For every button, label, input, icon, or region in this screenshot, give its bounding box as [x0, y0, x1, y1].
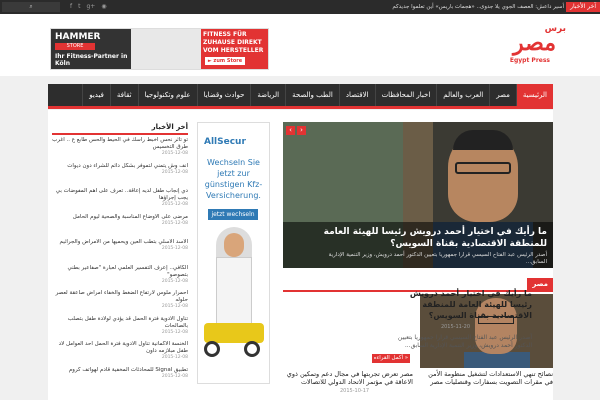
breaking-news-ticker[interactable]: أسير داعش: العصف الجوي يلا جدوى.. «هجمات باريس» أين تعلموا جديدكم [392, 4, 564, 10]
list-item[interactable] [52, 265, 188, 291]
chevron-left-icon[interactable]: ‹ [286, 126, 295, 135]
twitter-icon[interactable]: t [78, 3, 81, 10]
list-item[interactable] [52, 163, 188, 189]
featured-title[interactable]: ما رأيك في اختيار أحمد درويش رئيسا للهيئة العامة للمنطقة الاقتصادية بقناة السويس؟ [323, 227, 547, 249]
latest-item-title[interactable]: انف وش يتمني لتموفر بشكل دائم للشراء دون ديوات [67, 162, 188, 169]
section-label[interactable]: مصر [527, 278, 553, 290]
latest-item-title[interactable]: احمرار ملوس لارتفاع الضغط والخفاء أمراض صاعقة لعصر حلوله [55, 290, 188, 303]
article-title[interactable]: ما رأيك في اختيار أحمد درويش رئيسا للهيئة العامة للمنطقة الاقتصادية بقناة السويس؟ [409, 289, 532, 320]
ad-brand-panel [51, 29, 131, 69]
latest-item-date: 2015-12-08 [161, 373, 188, 379]
article-date: 2015-11-20 [440, 324, 470, 330]
featured-slider[interactable] [283, 122, 553, 268]
nav-item[interactable]: العرب والعالم [436, 84, 489, 106]
article-excerpt: أصدر الرئيس عبد الفتاح السيسي قرارا جمهوريا بتعيين الدكتور أحمد درويش، وزير التنمية الإدارية السابق... [397, 334, 532, 349]
list-item[interactable] [52, 188, 188, 214]
latest-item-date: 2015-12-08 [161, 202, 188, 207]
nav-item[interactable]: مصر [489, 84, 516, 106]
list-item[interactable] [52, 341, 188, 367]
ad-store-button[interactable]: ► zum Store [205, 57, 245, 65]
side-ad[interactable] [197, 122, 270, 384]
article-image-shirt [464, 352, 530, 368]
latest-item-title[interactable]: الكافي.. إعرف التفسير العلمي لعبارة "صفاعير بطني بتصوصو" [67, 264, 188, 278]
ad-banner[interactable] [50, 28, 269, 70]
side-ad-wheel [204, 341, 220, 357]
logo-english: Egypt Press [509, 57, 550, 64]
side-ad-button[interactable]: jetzt wechseln [208, 209, 258, 220]
small-article-title[interactable]: مصر تعرض تجربتها في مجال دعم وتمكين ذوي الاعاقة في مؤتمر الاتحاد الدولي للاتصالات [286, 370, 413, 386]
nav-item[interactable]: ثقافة [110, 84, 138, 106]
side-ad-person-face [224, 233, 244, 257]
facebook-icon[interactable]: f [70, 3, 73, 10]
featured-image-glasses [455, 162, 511, 174]
latest-item-date: 2015-12-08 [161, 304, 188, 309]
side-ad-scooter [204, 323, 264, 343]
list-item[interactable] [52, 316, 188, 342]
ad-product-image [131, 29, 201, 69]
logo-sub: برس [544, 24, 566, 34]
nav-item[interactable]: الطب والصحة [285, 84, 339, 106]
latest-item-title[interactable]: الأسد الأسلي بتطب العين ويحميها من الأمراض والجراثيم [59, 239, 188, 245]
latest-news-label: أخر الأخبار [151, 123, 188, 131]
small-article-date: 2015-10-17 [340, 388, 370, 394]
list-item[interactable] [52, 367, 188, 393]
latest-news-header [52, 122, 188, 135]
nav-item[interactable]: الرئيسية [516, 84, 553, 106]
slider-controls [286, 126, 306, 135]
side-ad-text: Wechseln Sie jetzt zur günstigen Kfz-Versicherung. [204, 158, 263, 200]
social-icons [70, 2, 107, 12]
ad-brand-sub: STORE [55, 43, 95, 50]
nav-item[interactable]: علوم وتكنولوجيا [138, 84, 197, 106]
side-ad-logo: AllSecur [204, 137, 246, 147]
main-nav [48, 84, 553, 109]
nav-item[interactable]: الرياضة [250, 84, 285, 106]
latest-item-date: 2015-12-08 [161, 151, 188, 156]
nav-item[interactable]: فيديو [82, 84, 110, 106]
side-ad-wheel [244, 341, 260, 357]
small-article-title[interactable]: نصائح تنهي الاستعدادات لتشغيل منظومة الأمن في مقرات التصويت بسفارات وقنصليات مصر [428, 370, 553, 386]
featured-excerpt: أصدر الرئيس عبد الفتاح السيسي قرارا جمهوريا بتعيين الدكتور أحمد درويش، وزير التنمية الإدارية السابق... [328, 252, 547, 265]
latest-item-date: 2015-12-08 [161, 220, 188, 226]
breaking-news-label: آخر الأخبار [566, 2, 600, 12]
latest-item-title[interactable]: دي إنجاب طفل لديه إعاقة.. تعرف على أهم المفوضات بي يجب إجراؤها [55, 188, 188, 201]
google-plus-icon[interactable]: g+ [86, 3, 96, 10]
list-item[interactable] [52, 239, 188, 265]
list-item[interactable] [52, 214, 188, 240]
ad-brand-logo: HAMMER [55, 32, 101, 42]
latest-item-title[interactable]: مرضى على الأوضاع المناسبة والصحية ليوم الحامل [72, 213, 188, 220]
read-more-button[interactable]: أكمل القراءه » [373, 355, 409, 361]
list-item[interactable] [52, 137, 188, 163]
ad-right-text: FITNESS FÜR ZUHAUSE DIREKT VOM HERSTELLER [201, 29, 268, 69]
latest-item-date: 2015-12-08 [161, 278, 188, 284]
nav-item[interactable]: الاقتصاد [339, 84, 375, 106]
ad-left-text: Ihr Fitness-Partner in Köln [55, 53, 128, 67]
chevron-right-icon[interactable]: › [297, 126, 306, 135]
latest-item-title[interactable]: تو تاثر نحس أخبط رأسك في الحيط والحس طابع ع .. أغرب طرق التخسيس [52, 137, 188, 150]
list-item[interactable] [52, 290, 188, 316]
search-input[interactable]: ⌕ [2, 2, 60, 12]
featured-image-hair [453, 130, 513, 150]
latest-item-date: 2015-12-08 [161, 246, 188, 251]
site-logo[interactable]: مصر [512, 30, 556, 56]
latest-item-date: 2015-12-08 [161, 355, 188, 360]
latest-item-date: 2015-12-08 [161, 169, 188, 175]
latest-item-title[interactable]: تناول الأدوية فترة الحمل قد يؤدي لولادة طفل بتصلب بالصالحات [67, 315, 188, 329]
latest-item-title[interactable]: تطبيق Signal للمحادثات المخفية قادم لهواتف كروم [68, 366, 188, 373]
rss-icon[interactable]: ◉ [101, 3, 107, 10]
nav-item[interactable]: حوادث وقضايا [197, 84, 251, 106]
latest-item-date: 2015-12-08 [161, 329, 188, 335]
side-ad-person [216, 227, 252, 337]
latest-item-title[interactable]: الخنسة الأكمانية تناول الأدوية فترة الحمل أحد العوامل لاد طفل مبلازمه داون [58, 341, 188, 354]
latest-news-list [52, 137, 188, 397]
nav-item[interactable]: اخبار المحافظات [375, 84, 437, 106]
